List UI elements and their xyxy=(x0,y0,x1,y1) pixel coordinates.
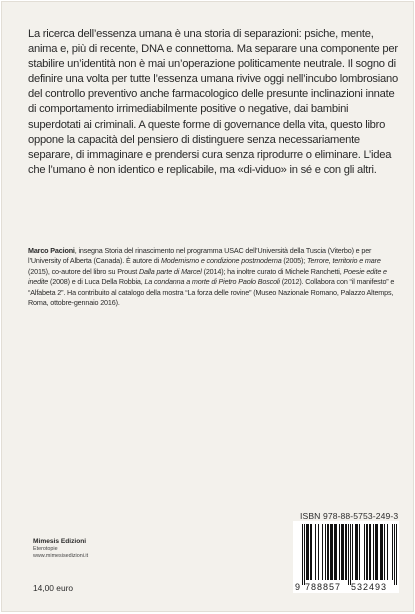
book-title: Poesie edite e inedite xyxy=(28,266,387,287)
barcode-bar xyxy=(350,524,351,585)
bio-text: (2005); xyxy=(281,256,307,266)
price-label: 14,00 euro xyxy=(33,583,74,593)
author-bio xyxy=(28,246,398,308)
barcode-bar xyxy=(302,524,303,585)
barcode-bar xyxy=(394,524,395,585)
barcode-bar xyxy=(345,524,346,580)
barcode-bar xyxy=(318,524,319,580)
barcode-bar xyxy=(382,524,383,580)
bio-text: , insegna Storia del rinascimento nel programma USAC dell’Università della Tuscia (Viterbo) e per l’University of Alberta (Canada). È autore di xyxy=(28,246,372,266)
barcode-bar xyxy=(366,524,367,580)
barcode-bars xyxy=(302,524,397,585)
barcode-first-digit: 9 xyxy=(295,582,301,592)
series-name: Eterotopie xyxy=(33,546,58,552)
barcode-bar xyxy=(396,524,397,585)
barcode-bar xyxy=(369,524,370,580)
barcode-bar xyxy=(311,524,312,580)
book-back-cover xyxy=(1,1,414,612)
barcode-bar xyxy=(370,524,371,580)
barcode-bar xyxy=(322,524,323,580)
barcode-bar xyxy=(384,524,385,580)
barcode xyxy=(293,521,399,593)
publisher-website: www.mimesisedizioni.it xyxy=(33,553,89,559)
book-title: Dalla parte di Marcel xyxy=(138,266,202,276)
barcode-bar xyxy=(325,524,326,580)
bio-text: (2008) e di Luca Della Robbia, xyxy=(48,277,145,287)
barcode-left-digits: 788857 xyxy=(304,582,342,592)
barcode-bar xyxy=(343,524,344,580)
barcode-graphic xyxy=(293,521,399,593)
barcode-bar xyxy=(346,524,347,580)
publisher-block xyxy=(33,538,88,560)
barcode-bar xyxy=(331,524,332,580)
barcode-bar xyxy=(380,524,381,580)
barcode-bar xyxy=(376,524,377,580)
barcode-bar xyxy=(352,524,353,580)
barcode-bar xyxy=(377,524,378,580)
barcode-bar xyxy=(310,524,311,580)
barcode-bar xyxy=(355,524,356,580)
blurb-paragraph: La ricerca dell’essenza umana è una storia di separazioni: psiche, mente, anima e, più di recente, DNA e connettoma. Ma separare una componente per stabilire un’identità non è mai un’operazione politicamente neutrale. Il sogno di definire una volta per tutte l’essenza umana rivive oggi nell’incubo lombrosiano del controllo preventivo anche farmacologico delle presunte inclinazioni innate di comportamento irrimediabilmente positive o negative, dai bambini superdotati ai criminali. A queste forme di governance della vita, questo libro oppone la capacità del pensiero di distinguere senza necessariamente separare, di immaginare e prendersi cura senza riprodurre o eliminare. L’idea che l’umano è non identico e replicabile, ma «di-viduo» in sé e con gli altri. xyxy=(28,28,398,176)
bio-text: (2012). Collabora con “il manifesto” e “Alfabeta 2”. Ha contribuito al catalogo della mostra “La forza delle rovine” (Museo Nazionale Romano, Palazzo Altemps, Roma, ottobre-gennaio 2016). xyxy=(28,277,395,308)
isbn-label: ISBN 978-88-5753-249-3 xyxy=(300,511,399,521)
barcode-bar xyxy=(332,524,333,580)
barcode-bar xyxy=(357,524,358,580)
barcode-bar xyxy=(304,524,305,585)
barcode-bar xyxy=(373,524,374,580)
barcode-bar xyxy=(330,524,331,580)
barcode-bar xyxy=(387,524,388,580)
barcode-bar xyxy=(341,524,342,580)
barcode-bar xyxy=(336,524,337,580)
barcode-bar xyxy=(334,524,335,580)
barcode-bar xyxy=(335,524,336,580)
barcode-bar xyxy=(327,524,328,580)
author-name: Marco Pacioni xyxy=(28,246,75,255)
barcode-bar xyxy=(375,524,376,580)
barcode-bar xyxy=(328,524,329,580)
barcode-bar xyxy=(308,524,309,580)
book-title: La condanna a morte di Pietro Paolo Boscoli xyxy=(144,277,280,287)
barcode-bar xyxy=(342,524,343,580)
barcode-bar xyxy=(315,524,316,580)
barcode-bar xyxy=(339,524,340,580)
book-title: Modernismo e condizione postmoderna xyxy=(160,256,282,266)
barcode-bar xyxy=(392,524,393,580)
barcode-bar xyxy=(359,524,360,580)
barcode-bar xyxy=(367,524,368,580)
book-title: Terrore, territorio e mare xyxy=(306,256,381,266)
barcode-bar xyxy=(381,524,382,580)
publisher-name: Mimesis Edizioni xyxy=(33,538,87,545)
bio-text: (2015), co-autore del libro su Proust xyxy=(28,266,139,276)
barcode-right-digits: 532493 xyxy=(350,582,388,592)
barcode-bar xyxy=(356,524,357,580)
barcode-bar xyxy=(307,524,308,580)
barcode-bar xyxy=(348,524,349,585)
barcode-bar xyxy=(306,524,307,580)
bio-text: (2014); ha inoltre curato di Michele Ranchetti, xyxy=(201,266,344,276)
barcode-bar xyxy=(364,524,365,580)
